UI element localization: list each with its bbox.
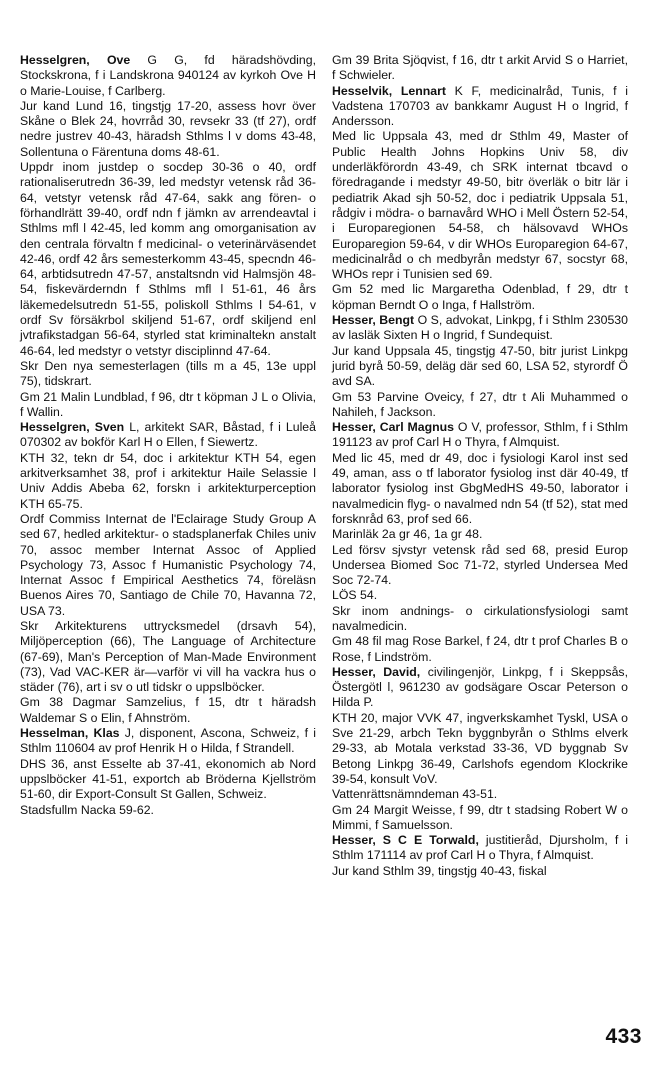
entry-paragraph (20, 99, 316, 160)
entry-paragraph (332, 864, 628, 879)
entry-text: KTH 20, major VVK 47, ingverkskamhet Tyskl, USA o Sve 21-29, arbch Tekn byggnbyrån o Sthlms elverk 29-33, ab Motala verkstad 33-36, VD byggnab Sv Betong Linkpg 36-49, Carlshofs egendom Klockrike 39-54, konsult VoV. (332, 710, 628, 786)
entry-text: Uppdr inom justdep o socdep 30-36 o 40, ordf rationaliserutredn 36-39, led medstyr vetensk råd 36-64, vetstyr vetensk råd 47-64, sakk ang fören- o förhandlrätt 39-40, ordf ndn f jämkn av arrendeavtal i Sthlms mfl l 42-45, led komm ang omorganisation av den centrala förvaltn f medicinal- o veterinärväsendet 42-46, ordf 42 års semesterkomm 43-45, specndn 46-64, arbtidsutredn 47-57, anstaltsndn vid Halmsjön 48-54, fiskevärderndn f Sthlms mfl l 51-61, 46 års läkemedelsutredn 51-55, poliskoll Sthlms l 54-61, v ordf Sv försäkrbol skiljend 51-67, ordf skiljend enl jvtrafikstadgan 56-64, styrled stat kriminaltekn anstalt 46-64, led medstyr o vetstyr disciplinnd 47-64. (20, 160, 316, 358)
headword: Hesser, S C E Torwald, (332, 833, 479, 848)
page-number: 433 (605, 1025, 642, 1048)
entry-text: Jur kand Uppsala 45, tingstjg 47-50, bitr jurist Linkpg jurid byrå 50-59, deläg där sed 60, LSA 52, styrordf Ö avd SA. (332, 343, 628, 389)
entry-text: justitieråd, Djursholm, f i Sthlm 171114 av prof Carl H o Thyra, f Almquist. (332, 833, 629, 863)
entry-start-paragraph (20, 420, 316, 451)
entry-text: Gm 21 Malin Lundblad, f 96, dtr t köpman J L o Olivia, f Wallin. (20, 389, 316, 419)
entry-text: G G, fd häradshövding, Stockskrona, f i Landskrona 940124 av kyrkoh Ove H o Marie-Louise, f Carlberg. (20, 53, 316, 98)
entry-text: Med lic 45, med dr 49, doc i fysiologi Karol inst sed 49, aman, ass o tf laborator fysiolog inst där 40-49, tf laborator fysiolog inst GbgMedHS 49-50, laborator i navalmedicin flyg- o navalmed ndn 54 (tf 52), stat med forsknråd 63, prof sed 66. (332, 450, 628, 526)
entry-paragraph (332, 527, 628, 542)
entry-paragraph (20, 512, 316, 619)
entry-text: KTH 32, tekn dr 54, doc i arkitektur KTH 54, egen arkitverksamhet 38, prof i arkitektur Haile Selassie l Univ Addis Abeba 62, forskn i arkitekturperception KTH 65-75. (20, 450, 316, 511)
entry-paragraph (332, 282, 628, 313)
entry-text: Med lic Uppsala 43, med dr Sthlm 49, Master of Public Health Johns Hopkins Univ 58, div underläkförordn 43-49, ch SRK internat tbcavd o föredragande i medstyr 49-50, bitr överläk o bitr lär i pediatrik Akad sjh 50-52, doc i pediatrik Uppsala 51, rådgiv i mödra- o barnavård WHO i Mell Östern 52-54, i Europaregionen 54-58, ch hälsovavd WHOs Europaregion 59-64, v dir WHOs Europaregion 64-67, medicinalråd o ch medbyrån medstyr 67, socstyr 68, WHOs repr i Tunisien sed 69. (332, 129, 628, 282)
entry-paragraph (20, 757, 316, 803)
entry-paragraph (332, 129, 628, 282)
headword: Hesser, Bengt (332, 313, 415, 328)
entry-text: Gm 52 med lic Margaretha Odenblad, f 29, dtr t köpman Berndt O o Inga, f Hallström. (332, 282, 628, 312)
entry-text: Gm 48 fil mag Rose Barkel, f 24, dtr t prof Charles B o Rose, f Lindström. (332, 634, 628, 664)
entry-paragraph (20, 451, 316, 512)
entry-paragraph (332, 543, 628, 589)
headword: Hesselman, Klas (20, 726, 120, 741)
entry-paragraph (332, 390, 628, 421)
entry-text: O S, advokat, Linkpg, f i Sthlm 230530 av lasläk Sixten H o Ingrid, f Sundequist. (332, 313, 628, 343)
entry-paragraph (20, 619, 316, 695)
entry-text: Jur kand Sthlm 39, tingstjg 40-43, fiskal (332, 863, 547, 878)
entry-text: Skr Den nya semesterlagen (tills m a 45, 13e uppl 75), tidskrart. (20, 358, 316, 389)
entry-text: Gm 39 Brita Sjöqvist, f 16, dtr t arkit Arvid S o Harriet, f Schwieler. (332, 53, 628, 83)
entry-paragraph (332, 588, 628, 603)
headword: Hesser, Carl Magnus (332, 420, 454, 435)
entry-text: LÖS 54. (332, 588, 378, 603)
entry-paragraph (332, 53, 628, 84)
left-column (20, 53, 316, 818)
entry-text: O V, professor, Sthlm, f i Sthlm 191123 av prof Carl H o Thyra, f Almquist. (332, 420, 628, 450)
entry-text: civilingenjör, Linkpg, f i Skeppsås, Östergötl l, 961230 av godsägare Oscar Peterson o Hilda P. (332, 664, 628, 710)
headword: Hesser, David, (332, 664, 421, 679)
entry-text: Ordf Commiss Internat de l'Eclairage Study Group A sed 67, hedled arkitektur- o stadsplanerfak Chiles univ 70, assoc member Internat Assoc of Applied Psychology 73, Assoc f Humanistic Psychology 74, Internat Assoc f Empirical Aesthetics 74, föreläsn Buenos Aires 70, Santiago de Chile 70, Havanna 72, USA 73. (20, 511, 316, 618)
entry-text: Stadsfullm Nacka 59-62. (20, 802, 154, 817)
entry-paragraph (20, 695, 316, 726)
entry-start-paragraph (20, 726, 316, 757)
entry-text: Led försv sjvstyr vetensk råd sed 68, presid Europ Undersea Biomed Soc 71-72, styrled Undersea Med Soc 72-74. (332, 542, 628, 588)
entry-paragraph (332, 451, 628, 527)
entry-paragraph (332, 604, 628, 635)
entry-start-paragraph (20, 53, 316, 99)
entry-paragraph (20, 160, 316, 359)
entry-text: J, disponent, Ascona, Schweiz, f i Sthlm 110604 av prof Henrik H o Hilda, f Strandell. (20, 726, 317, 756)
headword: Hesselvik, Lennart (332, 83, 446, 98)
entry-text: Skr inom andnings- o cirkulationsfysiologi samt navalmedicin. (332, 603, 628, 633)
entry-paragraph (20, 359, 316, 390)
entry-paragraph (20, 803, 316, 818)
entry-paragraph (332, 787, 628, 802)
entry-paragraph (332, 634, 628, 665)
right-column (332, 53, 628, 879)
entry-text: Marinläk 2a gr 46, 1a gr 48. (332, 527, 483, 542)
entry-text: Gm 53 Parvine Oveicy, f 27, dtr t Ali Muhammed o Nahileh, f Jackson. (332, 389, 628, 419)
entry-text: Skr Arkitekturens uttrycksmedel (drsavh 54), Miljöperception (66), The Language of Architecture (67-69), Man's Perception of Man-Made Environment (73), Vad VAC-KER är—varför vi vill ha vackra hus o städer (76), art i sv o utl tidskr o uppslböcker. (20, 618, 316, 695)
entry-text: Jur kand Lund 16, tingstjg 17-20, assess hovr över Skåne o Blek 24, hovrråd 30, revsekr 33 (tf 27), ordf nedre justrev 40-43, häradsh Sthlms l v doms 43-48, Sollentuna o Färentuna doms 48-61. (20, 98, 316, 159)
entry-start-paragraph (332, 84, 628, 130)
entry-text: DHS 36, anst Esselte ab 37-41, ekonomich ab Nord uppslböcker 41-51, exportch ab Bröderna Kjellström 51-60, dir Export-Consult St Gallen, Schweiz. (20, 756, 316, 802)
entry-paragraph (332, 803, 628, 834)
entry-start-paragraph (332, 665, 628, 711)
entry-text: Gm 24 Margit Weisse, f 99, dtr t stadsing Robert W o Mimmi, f Samuelsson. (332, 802, 628, 832)
entry-start-paragraph (332, 313, 628, 344)
entry-text: K F, medicinalråd, Tunis, f i Vadstena 170703 av bankkamr August H o Ingrid, f Andersson. (332, 83, 628, 129)
entry-text: Vattenrättsnämndeman 43-51. (332, 787, 498, 802)
entry-start-paragraph (332, 833, 628, 864)
headword: Hesselgren, Ove (20, 53, 131, 67)
entry-paragraph (332, 711, 628, 787)
entry-start-paragraph (332, 420, 628, 451)
headword: Hesselgren, Sven (20, 420, 125, 435)
entry-text: Gm 38 Dagmar Samzelius, f 15, dtr t häradsh Waldemar S o Elin, f Ahnström. (20, 695, 316, 725)
entry-text: L, arkitekt SAR, Båstad, f i Luleå 070302 av bokför Karl H o Ellen, f Siewertz. (20, 420, 316, 450)
entry-paragraph (20, 390, 316, 421)
entry-paragraph (332, 344, 628, 390)
